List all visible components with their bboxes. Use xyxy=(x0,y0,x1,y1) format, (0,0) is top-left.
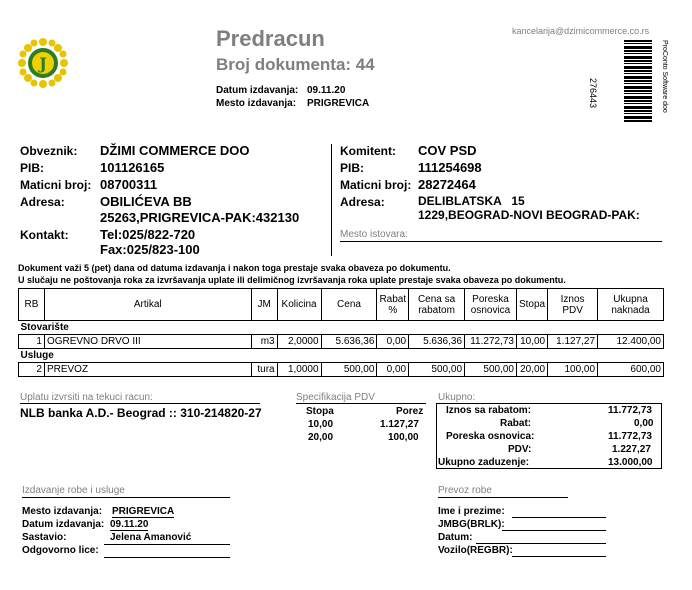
table-header-cell: Rabat % xyxy=(377,289,409,321)
totals-row-label-1: Iznos sa rabatom: xyxy=(446,405,532,416)
vat-spec-rate-header: Stopa xyxy=(306,406,334,417)
table-cell: 1.127,27 xyxy=(548,335,598,349)
transport-label: Prevoz robe xyxy=(438,485,492,496)
totals-row-value-4: 1.227,27 xyxy=(612,444,651,455)
software-side-text: ProConto Software doo xyxy=(661,40,668,113)
komitent-pib: 111254698 xyxy=(418,160,482,175)
table-cell: 600,00 xyxy=(598,363,664,377)
table-row xyxy=(19,363,664,377)
table-cell: PREVOZ xyxy=(44,363,251,377)
transport-name-label: Ime i prezime: xyxy=(438,506,505,517)
vat-spec-underline xyxy=(296,403,426,404)
komitent-name: COV PSD xyxy=(418,143,477,158)
table-header-cell: Cena sa rabatom xyxy=(409,289,465,321)
issuance-date: 09.11.20 xyxy=(110,519,149,530)
vat-spec-tax-2: 100,00 xyxy=(388,432,419,443)
table-header-cell: Ukupna naknada xyxy=(598,289,664,321)
vat-spec-rate-2: 20,00 xyxy=(308,432,334,443)
table-cell: 2 xyxy=(19,363,45,377)
totals-label: Ukupno: xyxy=(438,392,476,403)
svg-text:J: J xyxy=(39,54,47,73)
komitent-pib-label: PIB: xyxy=(340,161,364,175)
obveznik-label: Obveznik: xyxy=(20,144,78,158)
table-header-cell: Iznos PDV xyxy=(548,289,598,321)
obveznik-address1: OBILIĆEVA BB xyxy=(100,194,192,209)
totals-row-label-4: PDV: xyxy=(508,444,532,455)
company-email: kancelarija@dzimicommerce.co.rs xyxy=(512,26,650,36)
validity-note: Dokument važi 5 (pet) dana od datuma izdavanja i nakon toga prestaje svaka obaveza po dokumentu. xyxy=(18,263,451,273)
issuance-label: Izdavanje robe i usluge xyxy=(22,485,125,496)
transport-vehicle-label: Vozilo(REGBR): xyxy=(438,545,513,556)
payment-underline xyxy=(20,403,260,404)
table-group-row xyxy=(19,349,664,363)
issue-date-value: 09.11.20 xyxy=(307,85,346,96)
document-number: Broj dokumenta: 44 xyxy=(216,55,375,74)
komitent-address1: DELIBLATSKA 15 xyxy=(418,194,525,208)
komitent-mb: 28272464 xyxy=(418,177,476,192)
bank-account: NLB banka A.D.- Beograd :: 310-214820-27 xyxy=(20,406,262,420)
table-cell: 0,00 xyxy=(377,335,409,349)
payment-note: U slučaju ne poštovanja roka za izvršavanja uplate ili delimičnog izvršavanja roka uplate prestaje svaka obaveza po dokumentu. xyxy=(18,275,566,285)
obveznik-pib: 101126165 xyxy=(100,160,165,175)
warehouse-label: Mesto istovara: xyxy=(340,229,408,240)
table-header-cell: Poreska osnovica xyxy=(465,289,517,321)
issue-place-label: Mesto izdavanja: xyxy=(216,98,297,109)
totals-row-label-2: Rabat: xyxy=(500,418,532,429)
komitent-mb-label: Maticni broj: xyxy=(340,178,412,192)
document-title: Predracun xyxy=(216,26,325,51)
transport-date-label: Datum: xyxy=(438,532,473,543)
table-cell: 1 xyxy=(19,335,45,349)
obveznik-mb: 08700311 xyxy=(100,177,158,192)
table-header-row xyxy=(19,289,664,321)
barcode-number: 276443 xyxy=(588,78,598,109)
issuance-place-label: Mesto izdavanja: xyxy=(22,506,103,517)
table-header-cell: JM xyxy=(251,289,277,321)
table-cell: 500,00 xyxy=(465,363,517,377)
totals-row-value-1: 11.772,73 xyxy=(608,405,652,416)
totals-row-value-3: 11.772,73 xyxy=(608,431,652,442)
transport-vehicle-line xyxy=(512,556,606,557)
table-cell: 2,0000 xyxy=(277,335,321,349)
table-cell: 0,00 xyxy=(377,363,409,377)
issuance-place: PRIGREVICA xyxy=(112,506,175,517)
obveznik-name: DŽIMI COMMERCE DOO xyxy=(100,143,250,158)
author-name: Jelena Amanović xyxy=(110,532,192,543)
totals-row-label-3: Poreska osnovica: xyxy=(446,431,535,442)
table-row xyxy=(19,335,664,349)
table-cell: 5.636,36 xyxy=(409,335,465,349)
obveznik-pib-label: PIB: xyxy=(20,161,44,175)
table-group-name: Usluge xyxy=(19,349,664,363)
transport-jmbg-line xyxy=(502,530,606,531)
table-header-cell: RB xyxy=(19,289,45,321)
table-header-cell: Kolicina xyxy=(277,289,321,321)
payment-label: Uplatu izvrsiti na tekuci racun: xyxy=(20,392,153,403)
transport-name-line xyxy=(512,517,606,518)
obveznik-mb-label: Maticni broj: xyxy=(20,178,92,192)
table-cell: 100,00 xyxy=(548,363,598,377)
komitent-address-label: Adresa: xyxy=(340,195,385,209)
party-divider xyxy=(331,144,332,256)
issue-place-value: PRIGREVICA xyxy=(307,98,370,109)
issue-date-label: Datum izdavanja: xyxy=(216,85,299,96)
issuance-date-label: Datum izdavanja: xyxy=(22,519,105,530)
table-cell: 500,00 xyxy=(409,363,465,377)
totals-row-label-5: Ukupno zaduzenje: xyxy=(438,457,530,468)
table-header-cell: Artikal xyxy=(44,289,251,321)
table-cell: 1,0000 xyxy=(277,363,321,377)
table-cell: 10,00 xyxy=(516,335,547,349)
vat-spec-label: Specifikacija PDV xyxy=(296,392,375,403)
vat-spec-tax-header: Porez xyxy=(396,406,424,417)
company-logo xyxy=(18,38,68,88)
barcode xyxy=(624,40,652,122)
warehouse-underline xyxy=(340,241,662,242)
komitent-address2: 1229,BEOGRAD-NOVI BEOGRAD-PAK: xyxy=(418,208,640,222)
table-cell: OGREVNO DRVO III xyxy=(44,335,251,349)
table-cell: 12.400,00 xyxy=(598,335,664,349)
table-cell: tura xyxy=(251,363,277,377)
responsible-label: Odgovorno lice: xyxy=(22,545,99,556)
table-cell: 11.272,73 xyxy=(465,335,517,349)
author-underline xyxy=(104,544,230,545)
table-cell: 500,00 xyxy=(321,363,377,377)
totals-row-value-2: 0,00 xyxy=(634,418,654,429)
responsible-underline xyxy=(104,557,230,558)
transport-jmbg-label: JMBG(BRLK): xyxy=(438,519,505,530)
obveznik-address2: 25263,PRIGREVICA-PAK:432130 xyxy=(100,210,300,225)
table-header-cell: Cena xyxy=(321,289,377,321)
komitent-label: Komitent: xyxy=(340,144,396,158)
items-table xyxy=(18,288,664,377)
transport-date-line xyxy=(476,543,606,544)
issuance-underline xyxy=(22,497,230,498)
table-cell: 20,00 xyxy=(516,363,547,377)
totals-row-value-5: 13.000,00 xyxy=(608,457,653,468)
obveznik-fax: Fax:025/823-100 xyxy=(100,242,200,257)
table-group-row xyxy=(19,321,664,335)
obveznik-address-label: Adresa: xyxy=(20,195,65,209)
table-header-cell: Stopa xyxy=(516,289,547,321)
vat-spec-rate-1: 10,00 xyxy=(308,419,334,430)
table-cell: 5.636,36 xyxy=(321,335,377,349)
vat-spec-tax-1: 1.127,27 xyxy=(380,419,419,430)
obveznik-tel: Tel:025/822-720 xyxy=(100,227,196,242)
transport-underline xyxy=(438,497,568,498)
obveznik-contact-label: Kontakt: xyxy=(20,228,69,242)
table-cell: m3 xyxy=(251,335,277,349)
table-group-name: Stovarište xyxy=(19,321,664,335)
author-label: Sastavio: xyxy=(22,532,67,543)
